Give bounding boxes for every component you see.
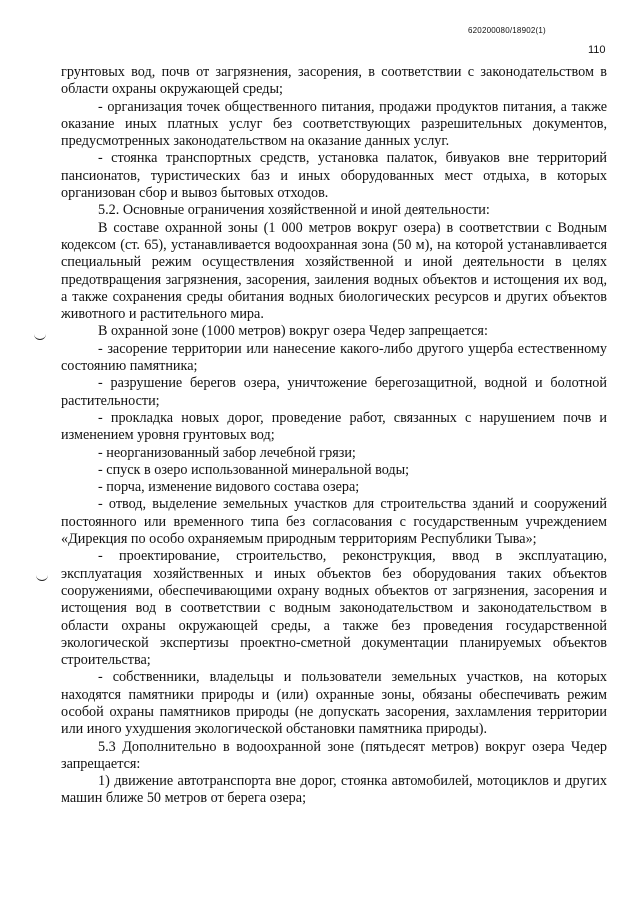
list-item: 1) движение автотранспорта вне дорог, стоянка автомобилей, мотоциклов и других машин ближе 50 метров от берега озера;: [61, 773, 607, 807]
section-heading: 5.3 Дополнительно в водоохранной зоне (пятьдесят метров) вокруг озера Чедер запрещается:: [61, 738, 607, 772]
paragraph: грунтовых вод, почв от загрязнения, засорения, в соответствии с законодательством в области охраны окружающей среды;: [61, 64, 607, 98]
list-item: - отвод, выделение земельных участков для строительства зданий и сооружений постоянного или временного типа без согласования с государственным учреждением «Дирекция по особо охраняемым природным территориям Республики Тыва»;: [61, 496, 607, 548]
paragraph: В составе охранной зоны (1 000 метров вокруг озера) в соответствии с Водным кодексом (ст. 65), устанавливается водоохранная зона (50 м), на которой устанавливается специальный режим осуществления хозяйственной и иной деятельности в целях предотвращения загрязнения, засорения, заиления водных объектов и истощения их вод, а также сохранения среды обитания водных биологических ресурсов и других объектов животного и растительного мира.: [61, 219, 607, 323]
list-item: - собственники, владельцы и пользователи земельных участков, на которых находятся памятники природы и (или) охранные зоны, обязаны обеспечивать режим особой охраны памятников природы (не допускать засорения, захламления территории или иного ухудшения экологической обстановки памятника природы).: [61, 669, 607, 738]
list-item: - прокладка новых дорог, проведение работ, связанных с нарушением почв и изменением уровня грунтовых вод;: [61, 409, 607, 444]
paragraph: В охранной зоне (1000 метров) вокруг озера Чедер запрещается:: [98, 323, 488, 340]
list-item: - проектирование, строительство, реконструкция, ввод в эксплуатацию, эксплуатация хозяйственных и иных объектов без оборудования таких объектов сооружениями, обеспечивающими охрану водных объектов от загрязнения, засорения и истощения вод в соответствии с водным законодательством и законодательством в области охраны окружающей среды, а также без проведения государственной экологической экспертизы проектно-сметной документации планируемых объектов строительства;: [61, 548, 607, 669]
list-item: - разрушение берегов озера, уничтожение берегозащитной, водной и болотной растительности;: [61, 375, 607, 409]
list-item: - неорганизованный забор лечебной грязи;: [98, 444, 356, 461]
paragraph: - стоянка транспортных средств, установка палаток, бивуаков вне территорий пансионатов, туристических баз и иных оборудованных мест отдыха, в которых организован сбор и вывоз бытовых отходов.: [61, 150, 607, 202]
page-number: 110: [588, 44, 606, 56]
margin-mark: [34, 333, 46, 340]
document-id: 620200080/18902(1): [468, 26, 546, 35]
paragraph: - организация точек общественного питания, продажи продуктов питания, а также оказание иных платных услуг без соответствующих разрешительных документов, предусмотренных законодательством на оказание данных услуг.: [61, 98, 607, 150]
list-item: - порча, изменение видового состава озера;: [98, 479, 360, 496]
margin-mark: [36, 574, 48, 581]
document-body: [61, 64, 607, 808]
list-item: - засорение территории или нанесение какого-либо другого ущерба естественному состоянию памятника;: [61, 340, 607, 375]
list-item: - спуск в озеро использованной минеральной воды;: [98, 461, 410, 478]
section-heading: 5.2. Основные ограничения хозяйственной и иной деятельности:: [98, 202, 490, 219]
